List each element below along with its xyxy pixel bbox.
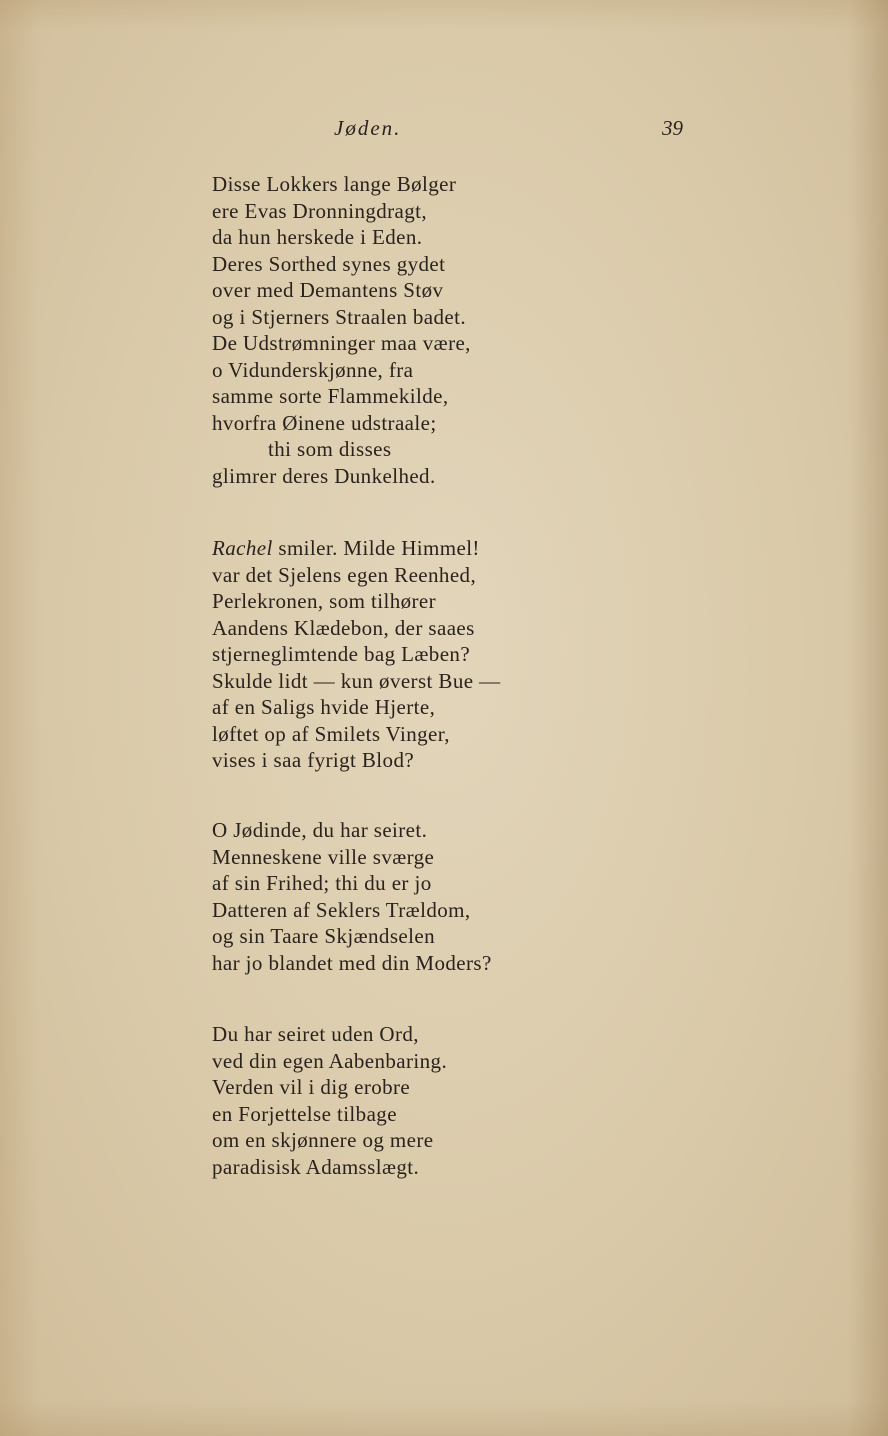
verse-line: af sin Frihed; thi du er jo — [212, 871, 432, 895]
page-number: 39 — [662, 116, 683, 140]
stanza-1 — [212, 171, 572, 489]
verse-line: over med Demantens Støv — [212, 278, 444, 302]
verse-line: var det Sjelens egen Reenhed, — [212, 562, 477, 587]
verse-line: o Vidunderskjønne, fra — [212, 357, 414, 382]
verse-line: hvorfra Øinene udstraale; — [212, 410, 437, 435]
verse-line: Aandens Klædebon, der saaes — [212, 615, 475, 640]
verse-line-indented: thi som disses — [268, 437, 392, 461]
verse-line: Perlekronen, som tilhører — [212, 589, 437, 613]
verse-line: ere Evas Dronningdragt, — [212, 198, 428, 223]
verse-line: da hun herskede i Eden. — [212, 225, 423, 249]
verse-line: har jo blandet med din Moders? — [212, 950, 492, 975]
verse-line: ved din egen Aabenbaring. — [212, 1048, 448, 1073]
verse-line: Disse Lokkers lange Bølger — [212, 172, 457, 196]
stanza-2 — [212, 535, 572, 774]
verse-line: Deres Sorthed synes gydet — [212, 251, 446, 276]
verse-line: om en skjønnere og mere — [212, 1128, 434, 1152]
verse-line: og sin Taare Skjændselen — [212, 924, 435, 948]
verse-line: en Forjettelse tilbage — [212, 1101, 397, 1126]
verse-line: af en Saligs hvide Hjerte, — [212, 695, 436, 719]
stanza-4 — [212, 1021, 572, 1180]
verse-line: De Udstrømninger maa være, — [212, 331, 471, 355]
verse-line: glimrer deres Dunkelhed. — [212, 463, 436, 488]
speaker-name: Rachel — [212, 536, 273, 560]
verse-line: Verden vil i dig erobre — [212, 1075, 411, 1099]
verse-line: O Jødinde, du har seiret. — [212, 818, 428, 842]
verse-line-with-speaker — [212, 535, 572, 562]
stage-direction-text: smiler. Milde Himmel! — [272, 536, 480, 560]
running-head-title: Jøden. — [334, 116, 402, 140]
verse-line: Menneskene ville sværge — [212, 844, 435, 869]
verse-line: samme sorte Flammekilde, — [212, 384, 449, 408]
running-head — [0, 116, 888, 146]
verse-line: vises i saa fyrigt Blod? — [212, 748, 415, 772]
verse-line: stjerneglimtende bag Læben? — [212, 642, 471, 666]
stanza-3 — [212, 817, 572, 976]
verse-line: løftet op af Smilets Vinger, — [212, 721, 450, 746]
verse-line: Du har seiret uden Ord, — [212, 1022, 419, 1046]
verse-line: paradisisk Adamsslægt. — [212, 1154, 420, 1179]
verse-line: Skulde lidt — kun øverst Bue — — [212, 668, 501, 693]
verse-line: Datteren af Seklers Trældom, — [212, 897, 471, 922]
verse-line: og i Stjerners Straalen badet. — [212, 304, 467, 329]
